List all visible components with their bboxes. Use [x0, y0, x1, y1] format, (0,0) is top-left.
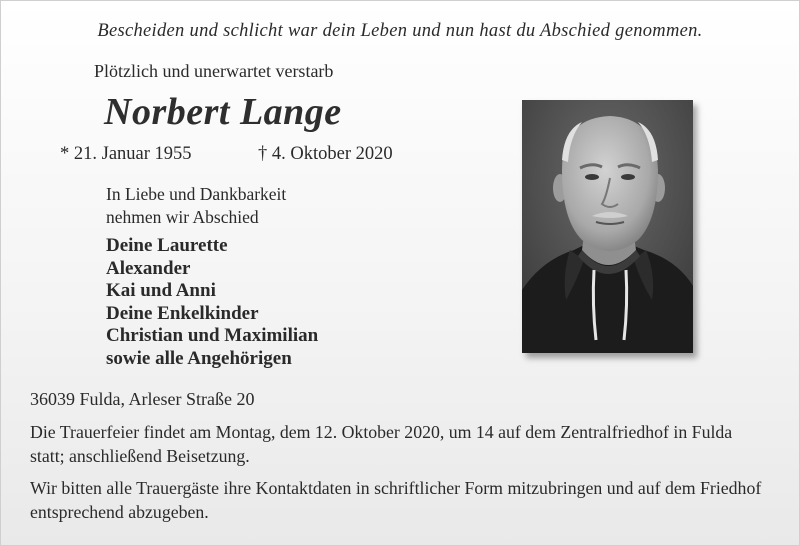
- family-member: Christian und Maximilian: [106, 325, 319, 346]
- thanks-block: [106, 183, 286, 229]
- family-address: 36039 Fulda, Arleser Straße 20: [30, 389, 255, 409]
- funeral-info: Die Trauerfeier findet am Montag, dem 12. Oktober 2020, um 14 auf dem Zentralfriedhof in Fulda statt; anschließend Beisetzung.: [30, 422, 733, 466]
- family-member: Kai und Anni: [106, 280, 216, 301]
- thanks-line: In Liebe und Dankbarkeit: [106, 184, 287, 204]
- death-date: † 4. Oktober 2020: [258, 144, 393, 164]
- family-member: Alexander: [106, 257, 191, 279]
- deceased-name: Norbert Lange: [104, 91, 342, 133]
- contact-request: Wir bitten alle Trauergäste ihre Kontaktdaten in schriftlicher Form mitzubringen und auf dem Friedhof entsprechend abzugeben.: [30, 478, 762, 522]
- intro-line: Plötzlich und unerwartet verstarb: [94, 61, 334, 81]
- family-member: Deine Enkelkinder: [106, 302, 259, 324]
- thanks-line: nehmen wir Abschied: [106, 207, 259, 227]
- birth-date: * 21. Januar 1955: [60, 144, 192, 164]
- family-member: Deine Laurette: [106, 235, 228, 256]
- family-member: sowie alle Angehörigen: [106, 347, 292, 369]
- family-list: [106, 235, 318, 370]
- portrait-photo: [522, 100, 693, 353]
- motto-line: Bescheiden und schlicht war dein Leben und nun hast du Abschied genommen.: [97, 21, 703, 41]
- portrait-illustration: [522, 100, 693, 353]
